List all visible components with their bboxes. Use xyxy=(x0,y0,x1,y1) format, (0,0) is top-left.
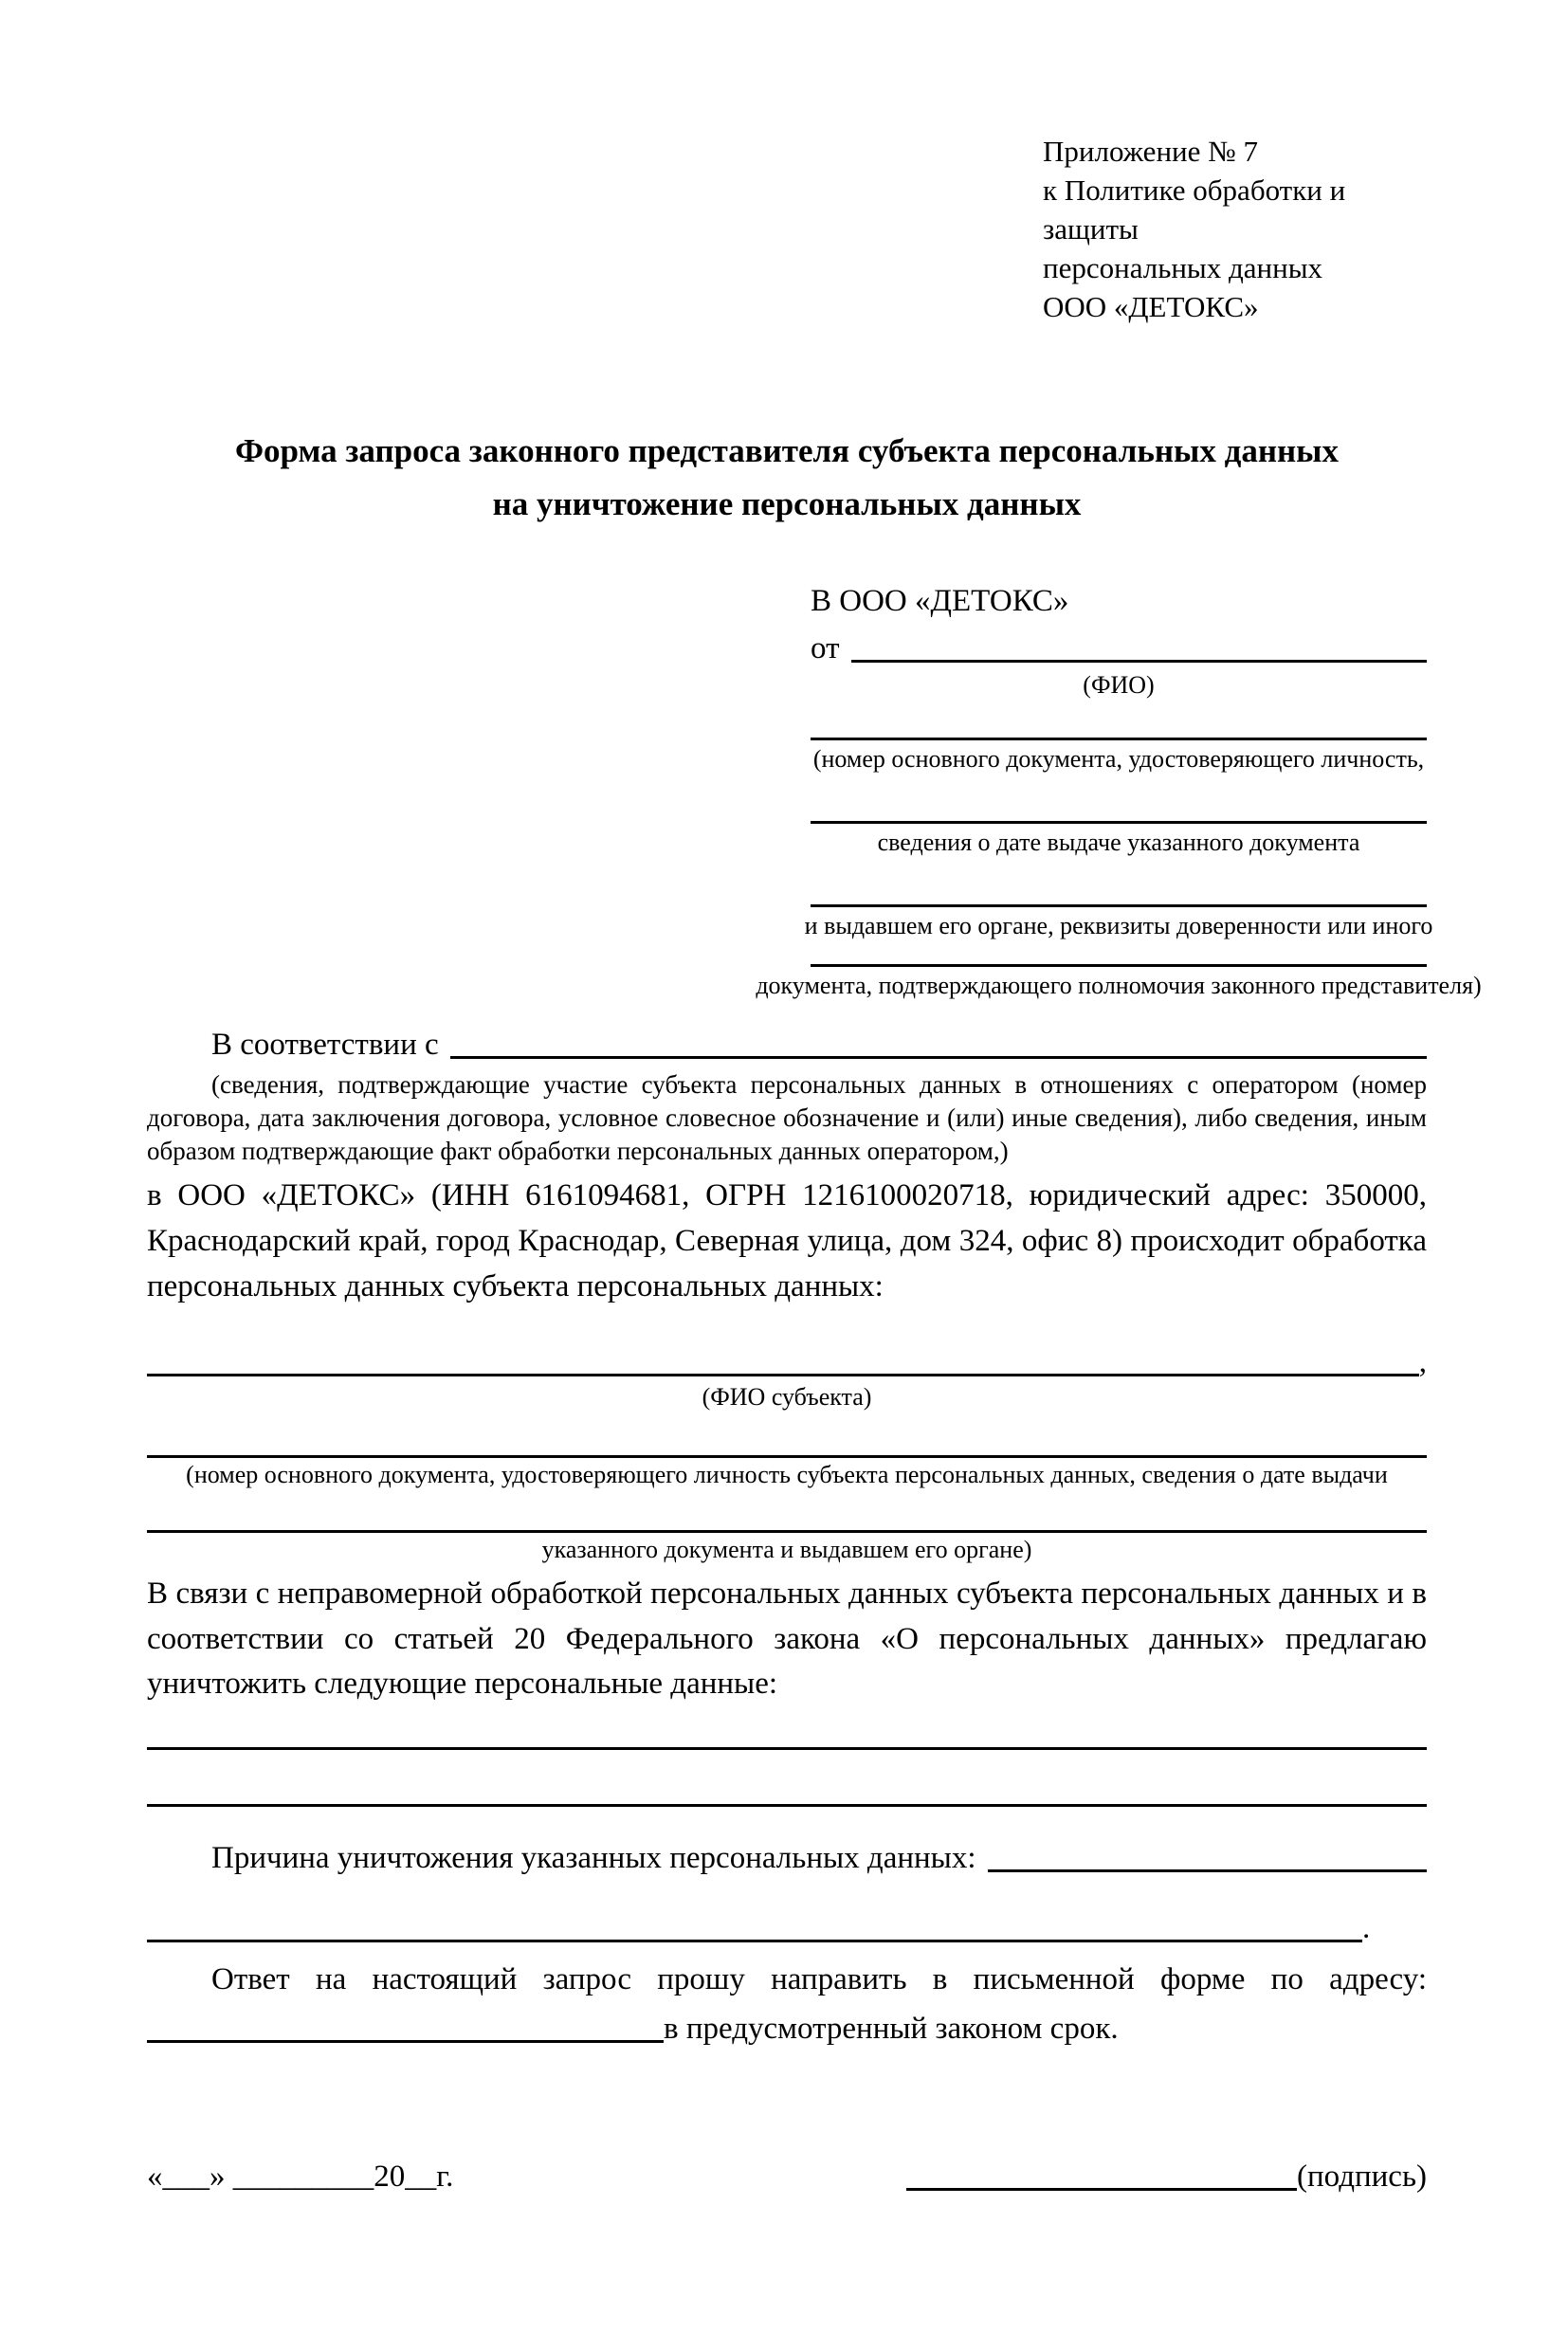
operator-paragraph: в ООО «ДЕТОКС» (ИНН 6161094681, ОГРН 1216100020718, юридический адрес: 350000, Краснодарский край, город Краснодар, Северная улица, дом 324, офис 8) происходит обработка персональных данных субъекта персональных данных: xyxy=(147,1178,1427,1304)
from-field xyxy=(811,629,1427,666)
accordance-label: В соответствии с xyxy=(211,1028,439,1063)
form-title-line-1: Форма запроса законного представителя субъекта персональных данных xyxy=(235,431,1339,469)
representative-document-caption-1: (номер основного документа, удостоверяющего личность, xyxy=(812,745,1425,774)
reason-continuation-field xyxy=(147,1908,1427,1946)
appendix-header-line: ООО «ДЕТОКС» xyxy=(1043,289,1259,323)
subject-fio-blank-line xyxy=(147,1342,1419,1376)
from-fio-blank-line xyxy=(851,629,1428,663)
signature-field xyxy=(906,2157,1427,2195)
line-suffix-comma: , xyxy=(1418,1345,1427,1380)
data-to-destroy-blank-line xyxy=(147,1804,1427,1807)
representative-document-blank-line xyxy=(811,964,1427,967)
reply-address-blank-line xyxy=(147,2009,664,2043)
reason-label: Причина уничтожения указанных персональных данных: xyxy=(211,1840,976,1875)
representative-document-caption-4: документа, подтверждающего полномочия законного представителя) xyxy=(756,971,1482,999)
appendix-header-line: к Политике обработки и защиты xyxy=(1043,173,1346,246)
addressee-block xyxy=(756,583,1482,1000)
accordance-field xyxy=(147,1025,1427,1063)
fio-caption: (ФИО) xyxy=(1083,670,1155,699)
line-suffix-period: . xyxy=(1362,1910,1371,1945)
subject-document-blank-line xyxy=(147,1530,1427,1533)
representative-document-caption-3: и выдавшем его органе, реквизиты доверенности или иного xyxy=(804,912,1433,940)
signature-caption: (подпись) xyxy=(1297,2160,1427,2195)
representative-document-caption-2: сведения о дате выдаче указанного документа xyxy=(877,829,1360,857)
form-title-line-2: на уничтожение персональных данных xyxy=(492,484,1082,522)
representative-document-blank-line xyxy=(811,738,1427,740)
reply-paragraph: Ответ на настоящий запрос прошу направить в письменной форме по адресу: xyxy=(211,1961,1427,1996)
document-page xyxy=(0,133,1568,2351)
subject-document-caption-1: (номер основного документа, удостоверяющего личность субъекта персональных данных, сведения о дате выдачи xyxy=(186,1461,1388,1489)
reason-blank-line xyxy=(147,1908,1362,1942)
request-paragraph: В связи с неправомерной обработкой персональных данных субъекта персональных данных и в соответствии со статьей 20 Федерального закона «О персональных данных» предлагаю уничтожить следующие персональные данные: xyxy=(147,1576,1427,1702)
appendix-header xyxy=(1043,133,1427,327)
reason-blank-line xyxy=(988,1837,1427,1871)
from-label: от xyxy=(811,630,840,665)
addressee-to: В ООО «ДЕТОКС» xyxy=(811,583,1069,618)
subject-document-caption-2: указанного документа и выдавшем его органе) xyxy=(541,1535,1032,1563)
representative-document-blank-line xyxy=(811,904,1427,907)
form-title xyxy=(147,425,1427,531)
accordance-blank-line xyxy=(450,1025,1427,1059)
subject-fio-caption: (ФИО субъекта) xyxy=(702,1383,872,1412)
reply-suffix: в предусмотренный законом срок. xyxy=(664,2012,1119,2046)
appendix-header-line: персональных данных xyxy=(1043,250,1323,284)
reply-address-field xyxy=(147,2009,1427,2047)
subject-fio-field xyxy=(147,1342,1427,1380)
representative-document-blank-line xyxy=(811,821,1427,824)
signature-blank-line xyxy=(906,2157,1297,2191)
subject-document-blank-line xyxy=(147,1455,1427,1458)
data-to-destroy-blank-line xyxy=(147,1747,1427,1750)
date-signature-row xyxy=(147,2157,1427,2195)
reason-field xyxy=(147,1837,1427,1875)
appendix-header-line: Приложение № 7 xyxy=(1043,135,1258,168)
date-blank-field: «___» _________20__г. xyxy=(147,2160,454,2195)
accordance-footnote: (сведения, подтверждающие участие субъекта персональных данных в отношениях с оператором (номер договора, дата заключения договора, условное словесное обозначение и (или) иные сведения), либо сведения, иным образом подтверждающие факт обработки персональных данных оператором,) xyxy=(147,1070,1427,1166)
page-content xyxy=(0,133,1568,2195)
